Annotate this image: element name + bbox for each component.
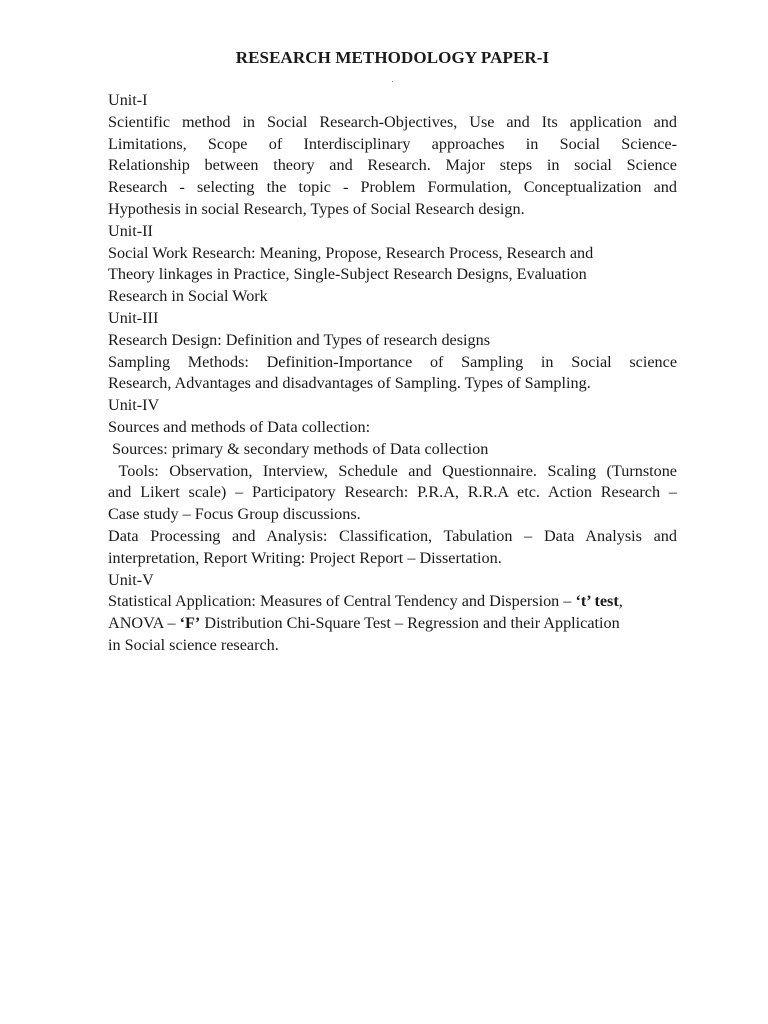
unit-section [108, 90, 677, 221]
unit-text-line: Sources and methods of Data collection: [108, 417, 371, 436]
unit-text-line: Research, Advantages and disadvantages of Sampling. Types of Sampling. [108, 374, 591, 393]
line-part: , [618, 592, 623, 611]
unit-heading: Unit-I [108, 91, 148, 109]
unit-text-line: and Likert scale) – Participatory Research: P.R.A, R.R.A etc. Action Research – [108, 483, 677, 502]
unit-section [108, 395, 677, 569]
unit-text-line: interpretation, Report Writing: Project Report – Dissertation. [108, 548, 502, 567]
unit-text-line: Scientific method in Social Research-Objectives, Use and Its application and [108, 112, 677, 131]
unit-text-line: Case study – Focus Group discussions. [108, 505, 361, 524]
line-part: Statistical Application: Measures of Central Tendency and Dispersion – [108, 592, 576, 611]
unit-text-line: Research Design: Definition and Types of research designs [108, 330, 491, 349]
unit-text-line: Research - selecting the topic - Problem Formulation, Conceptualization and [108, 178, 677, 197]
line-part: ANOVA – [108, 614, 180, 633]
unit-text-line: Research in Social Work [108, 287, 268, 306]
unit-heading: Unit-II [108, 221, 153, 240]
document-title: RESEARCH METHODOLOGY PAPER-I [235, 48, 550, 67]
unit-text-line: Tools: Observation, Interview, Schedule and Questionnaire. Scaling (Turnstone [108, 461, 677, 480]
unit-text-line: Theory linkages in Practice, Single-Subject Research Designs, Evaluation [108, 265, 587, 284]
unit-text-line: Relationship between theory and Research. Major steps in social Science [108, 156, 677, 175]
t-test-term: ‘t’ test [575, 592, 619, 611]
unit-text-line: Limitations, Scope of Interdisciplinary approaches in Social Science- [108, 134, 677, 153]
unit-text-line: Social Work Research: Meaning, Propose, Research Process, Research and [108, 243, 594, 262]
unit-text-line: in Social science research. [108, 635, 279, 654]
line-part: Distribution Chi-Square Test – Regression and their Application [200, 614, 620, 633]
unit-heading: Unit-III [108, 308, 159, 327]
unit-text-line [108, 613, 677, 635]
unit-text-line: Hypothesis in social Research, Types of Social Research design. [108, 199, 525, 218]
unit-section [108, 308, 677, 395]
unit-heading: Unit-IV [108, 396, 160, 415]
document-page [108, 46, 677, 657]
unit-text-line: Sampling Methods: Definition-Importance of Sampling in Social science [108, 352, 677, 371]
unit-text-line: Data Processing and Analysis: Classification, Tabulation – Data Analysis and [108, 526, 677, 545]
unit-text-line [108, 591, 677, 613]
unit-heading: Unit-V [108, 570, 154, 589]
unit-section [108, 221, 677, 308]
unit-text-line: Sources: primary & secondary methods of Data collection [108, 439, 489, 458]
f-distribution-term: ‘F’ [179, 614, 201, 633]
unit-section [108, 570, 677, 657]
title-mark: . [391, 75, 394, 84]
